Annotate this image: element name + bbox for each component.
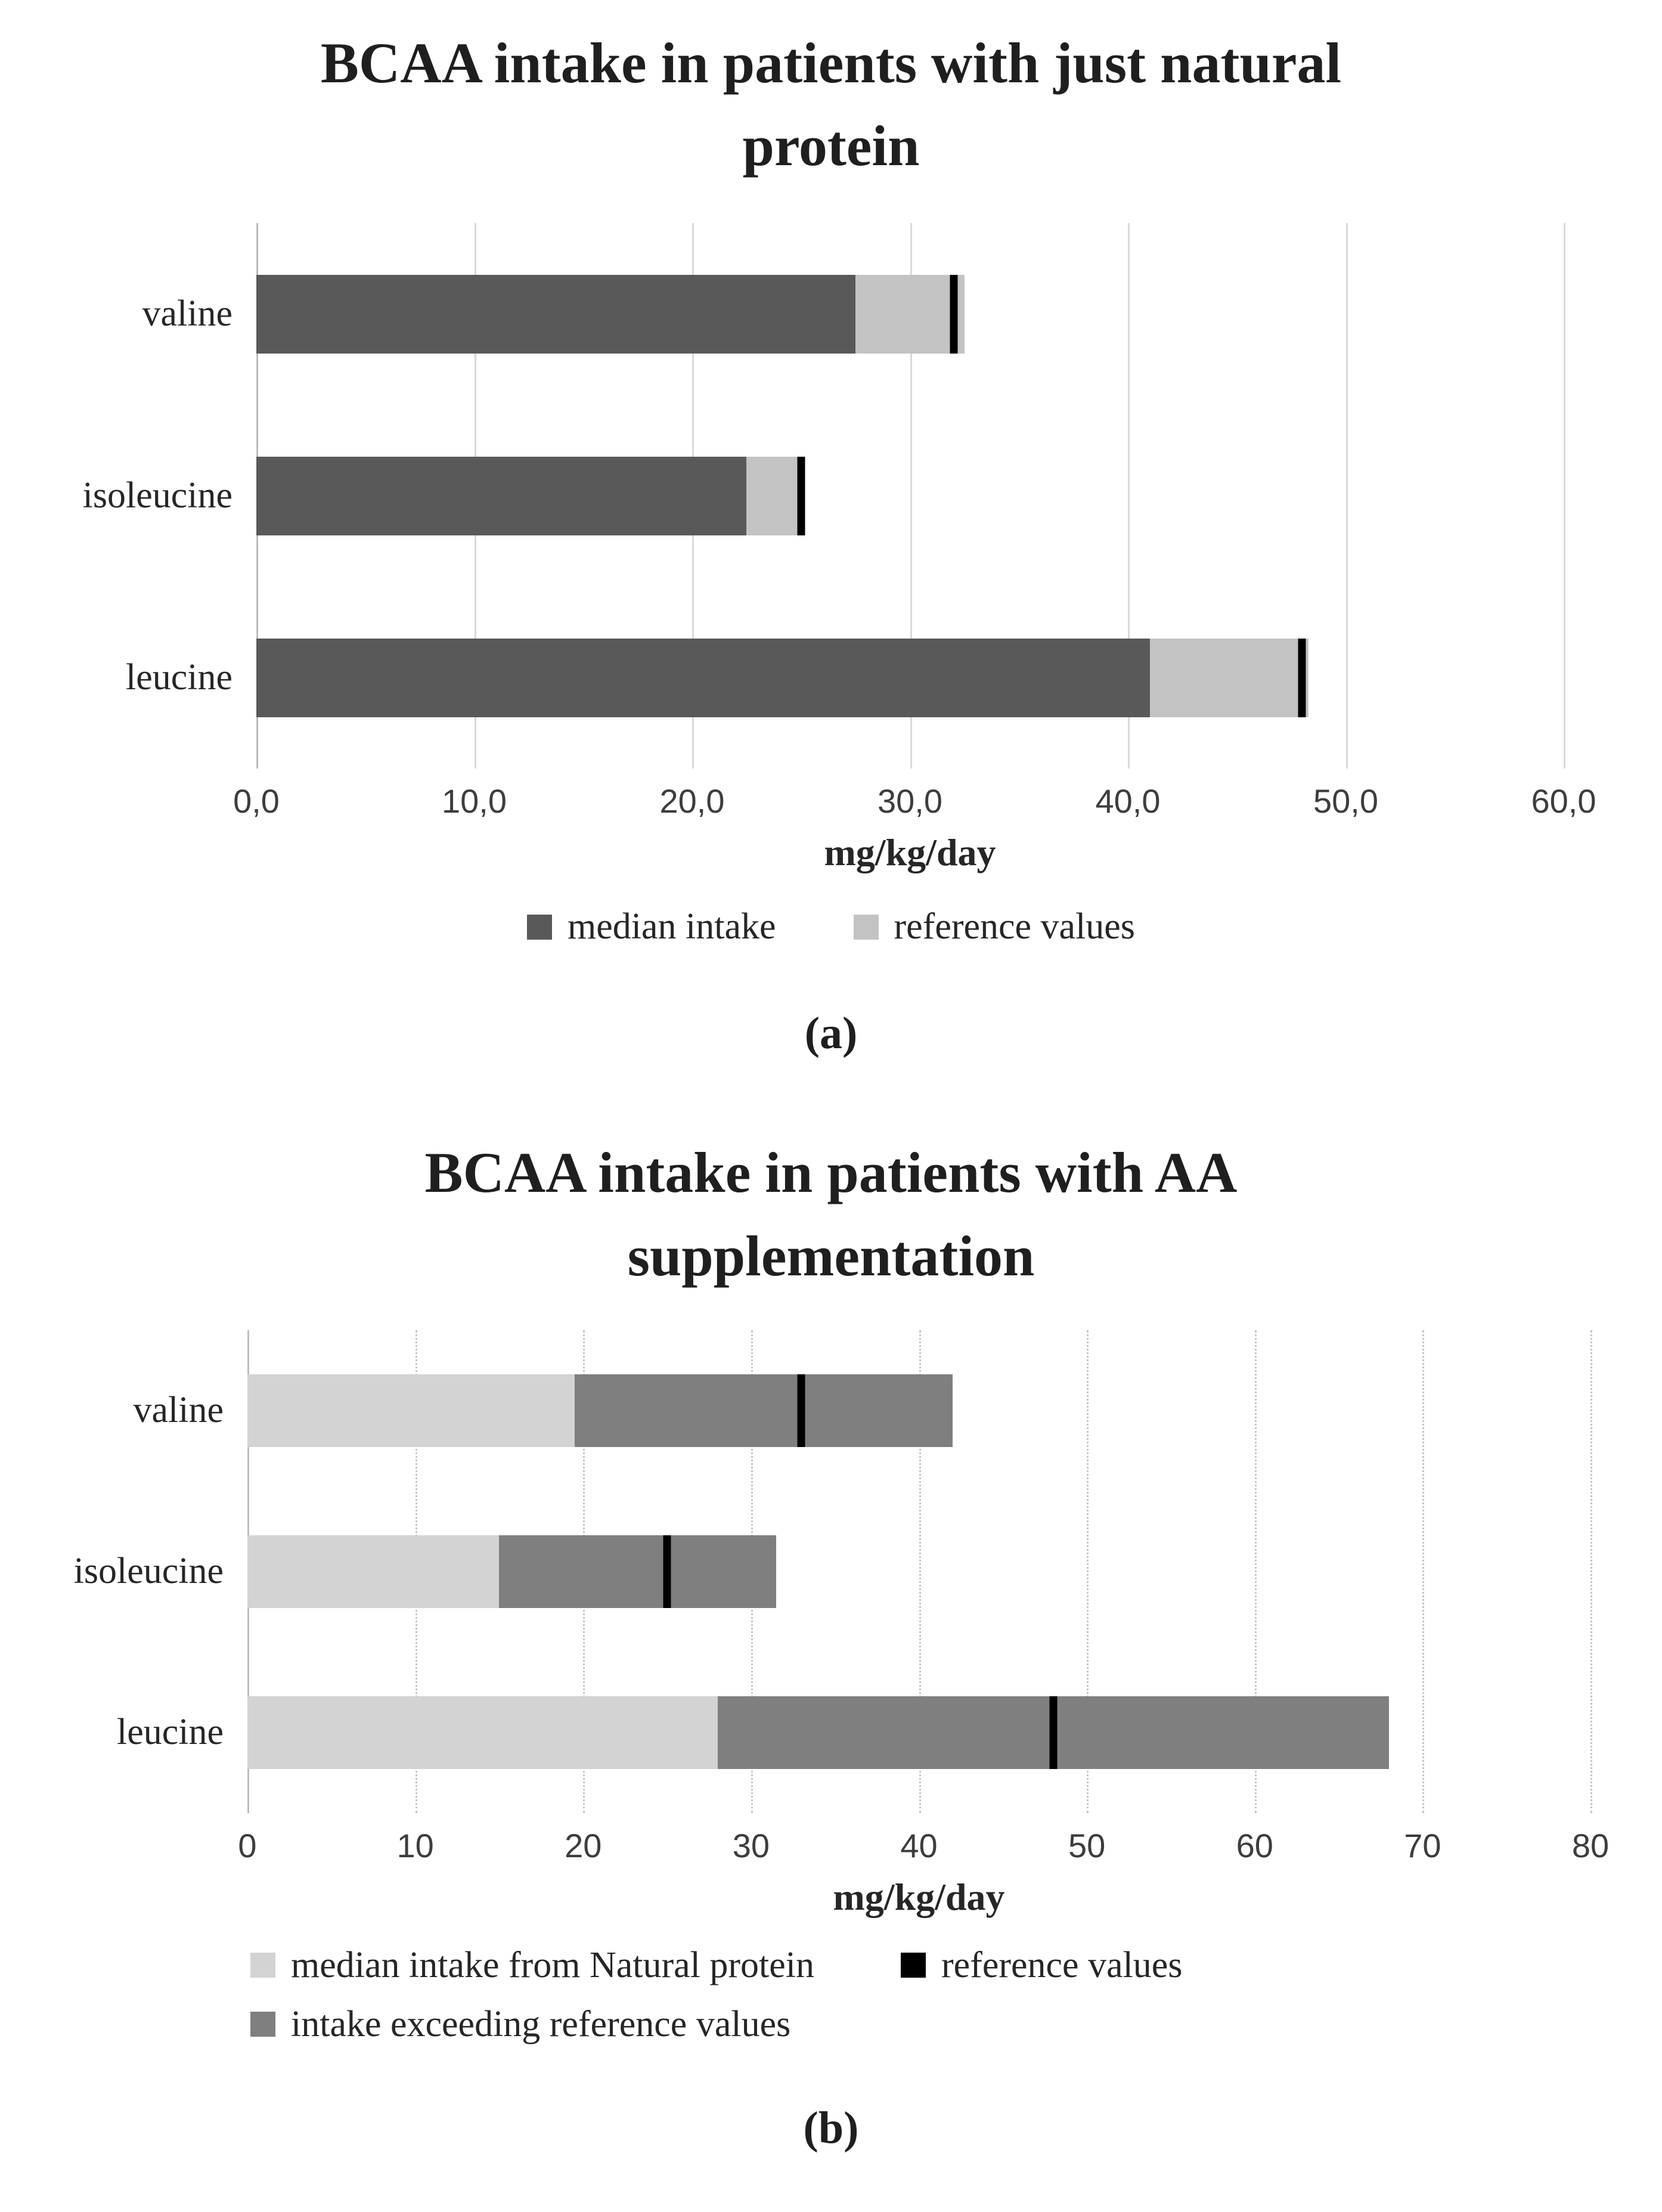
legend-swatch bbox=[527, 915, 552, 940]
bar-row-valine bbox=[0, 223, 1564, 405]
segment-median-intake-from-Natural-protein bbox=[247, 1374, 575, 1447]
chart-a-x-axis-title: mg/kg/day bbox=[824, 831, 996, 874]
panel-a-letter: (a) bbox=[804, 1008, 858, 1059]
legend-label: reference values bbox=[894, 906, 1135, 947]
chart-a-legend bbox=[0, 906, 1662, 948]
x-tick-label: 20 bbox=[565, 1826, 602, 1864]
legend-item bbox=[250, 2003, 790, 2046]
reference-marker bbox=[663, 1535, 671, 1608]
x-tick-label: 10 bbox=[396, 1826, 434, 1864]
legend-row bbox=[250, 2003, 1662, 2046]
x-tick-label: 10,0 bbox=[442, 782, 507, 820]
category-label: valine bbox=[133, 1390, 224, 1431]
legend-row bbox=[0, 906, 1662, 948]
legend-item bbox=[250, 1944, 814, 1987]
chart-a-xlabel-wrap bbox=[256, 831, 1564, 875]
bar-track bbox=[247, 1652, 1590, 1813]
chart-a-bars bbox=[0, 223, 1564, 769]
x-tick-label: 0,0 bbox=[233, 782, 280, 820]
legend-label: median intake from Natural protein bbox=[291, 1944, 815, 1985]
legend-item bbox=[854, 906, 1135, 948]
stacked-bar-leucine bbox=[256, 639, 1564, 717]
bar-track bbox=[256, 587, 1564, 769]
chart-b-legend bbox=[250, 1944, 1662, 2046]
legend-swatch bbox=[901, 1953, 926, 1978]
legend-swatch bbox=[250, 2012, 275, 2037]
gridline bbox=[1590, 1330, 1592, 1813]
legend-label: intake exceeding reference values bbox=[291, 2003, 791, 2044]
stacked-bar-valine bbox=[247, 1374, 1590, 1447]
chart-a-plot-area bbox=[0, 223, 1564, 769]
reference-marker bbox=[1298, 639, 1306, 717]
x-tick-label: 40,0 bbox=[1095, 782, 1161, 820]
reference-marker bbox=[950, 275, 957, 354]
x-tick-label: 70 bbox=[1404, 1826, 1441, 1864]
bar-track bbox=[256, 405, 1564, 587]
legend-item bbox=[901, 1944, 1182, 1987]
chart-a-title: BCAA intake in patients with just natural protein bbox=[320, 31, 1342, 178]
bar-track bbox=[247, 1330, 1590, 1491]
panel-b-letter: (b) bbox=[803, 2102, 859, 2153]
x-tick-label: 30 bbox=[732, 1826, 770, 1864]
chart-b-x-axis bbox=[238, 1813, 1610, 1873]
bar-track bbox=[247, 1491, 1590, 1652]
x-tick-label: 0 bbox=[238, 1826, 257, 1864]
stacked-bar-isoleucine bbox=[247, 1535, 1590, 1608]
bar-row-leucine bbox=[0, 587, 1564, 769]
segment-reference-values bbox=[855, 275, 965, 354]
x-tick-label: 60,0 bbox=[1531, 782, 1596, 820]
legend-swatch bbox=[250, 1953, 275, 1978]
segment-intake-exceeding-reference-values bbox=[499, 1535, 776, 1608]
category-label: isoleucine bbox=[82, 475, 232, 516]
segment-intake-exceeding-reference-values bbox=[575, 1374, 953, 1447]
legend-label: reference values bbox=[941, 1944, 1183, 1985]
x-tick-label: 50,0 bbox=[1313, 782, 1378, 820]
stacked-bar-isoleucine bbox=[256, 457, 1564, 535]
x-tick-label: 80 bbox=[1571, 1826, 1610, 1864]
panel-b bbox=[0, 1131, 1662, 2154]
category-label: valine bbox=[142, 293, 232, 334]
segment-median-intake bbox=[256, 639, 1150, 717]
chart-b bbox=[0, 1330, 1610, 1919]
chart-b-bars bbox=[0, 1330, 1590, 1813]
x-tick-label: 60 bbox=[1236, 1826, 1273, 1864]
reference-marker bbox=[797, 457, 805, 535]
chart-b-x-axis-title: mg/kg/day bbox=[833, 1875, 1005, 1918]
bar-track bbox=[256, 223, 1564, 405]
stacked-bar-leucine bbox=[247, 1696, 1590, 1769]
segment-median-intake bbox=[256, 275, 855, 354]
segment-reference-values bbox=[1150, 639, 1309, 717]
chart-b-title: BCAA intake in patients with AA supplementation bbox=[424, 1141, 1238, 1288]
chart-a-x-axis bbox=[233, 769, 1596, 828]
category-label: leucine bbox=[116, 1712, 224, 1753]
x-tick-label: 40 bbox=[900, 1826, 938, 1864]
reference-marker bbox=[798, 1374, 805, 1447]
bar-row-isoleucine bbox=[0, 1491, 1590, 1652]
panel-a bbox=[0, 0, 1662, 1059]
segment-median-intake bbox=[256, 457, 746, 535]
segment-reference-values bbox=[746, 457, 801, 535]
chart-b-plot-area bbox=[0, 1330, 1590, 1813]
x-tick-label: 30,0 bbox=[877, 782, 942, 820]
legend-item bbox=[527, 906, 776, 948]
bar-row-valine bbox=[0, 1330, 1590, 1491]
x-tick-label: 50 bbox=[1068, 1826, 1106, 1864]
gridline bbox=[1564, 223, 1565, 769]
segment-median-intake-from-Natural-protein bbox=[247, 1535, 499, 1608]
chart-a bbox=[0, 223, 1596, 875]
chart-b-xlabel-wrap bbox=[247, 1875, 1590, 1919]
x-tick-label: 20,0 bbox=[659, 782, 725, 820]
segment-median-intake-from-Natural-protein bbox=[247, 1696, 718, 1769]
category-label: leucine bbox=[125, 657, 232, 698]
reference-marker bbox=[1049, 1696, 1057, 1769]
stacked-bar-valine bbox=[256, 275, 1564, 354]
category-label: isoleucine bbox=[73, 1551, 224, 1592]
bar-row-isoleucine bbox=[0, 405, 1564, 587]
legend-row bbox=[250, 1944, 1662, 1987]
legend-swatch bbox=[854, 915, 879, 940]
legend-label: median intake bbox=[568, 906, 776, 947]
bar-row-leucine bbox=[0, 1652, 1590, 1813]
